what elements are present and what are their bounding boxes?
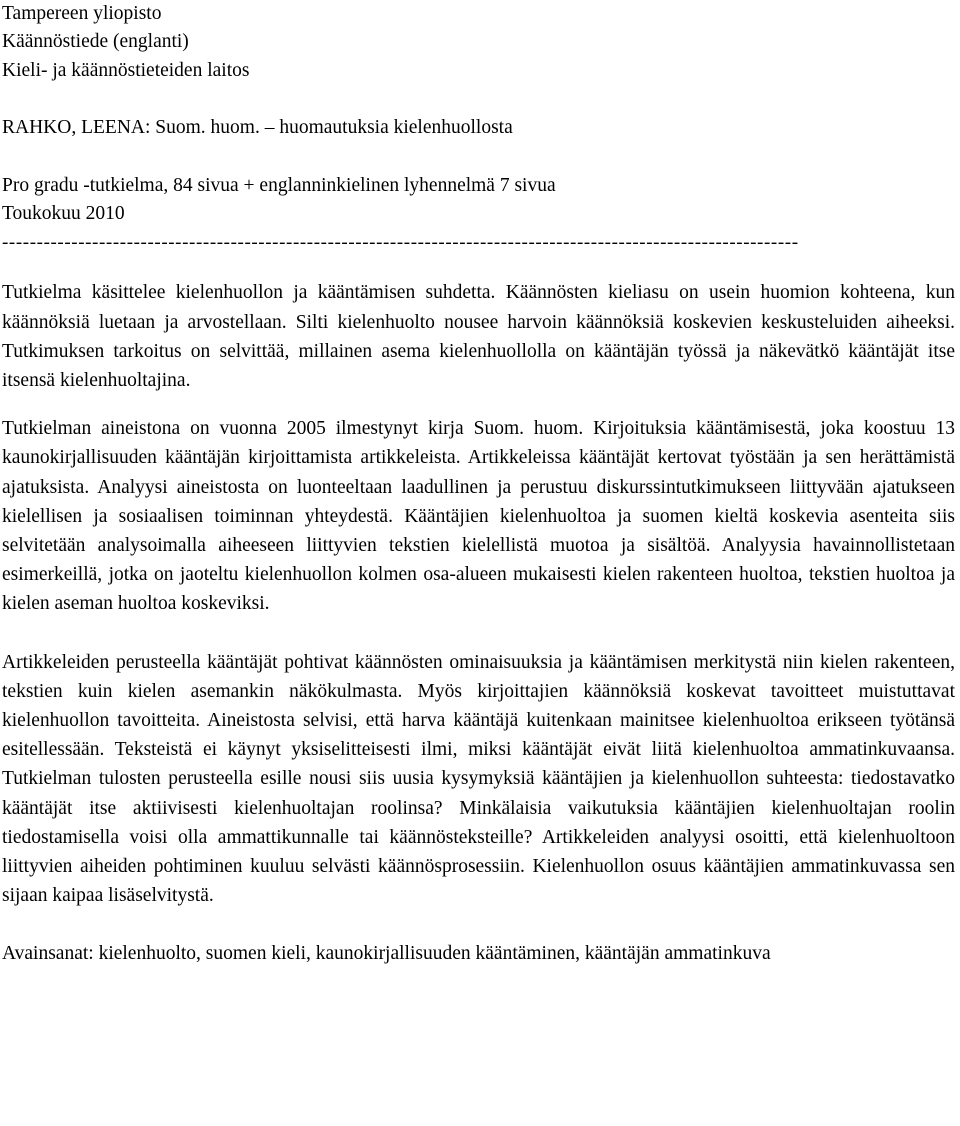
publication-date: Toukokuu 2010: [2, 202, 125, 224]
spacer: [2, 143, 955, 172]
separator-line: -------------------------------------------------------------------------------------------------------------------: [2, 232, 799, 254]
abstract-paragraph-3: Artikkeleiden perusteella kääntäjät pohtivat käännösten ominaisuuksia ja kääntämisen merkitystä niin kielen rakenteen, tekstien kuin kielen asemankin näkökulmasta. Myös kirjoittajien käännöksiä koskevat tavoitteet muistuttavat kielenhuollon tavoitteita. Aineistosta selvisi, että harva kääntäjä kuitenkaan mainitsee kielenhuoltoa erikseen työtänsä esitellessään. Teksteistä ei käynyt yksiselitteisesti ilmi, miksi kääntäjät eivät liitä kielenhuoltoa ammatinkuvaansa. Tutkielman tulosten perusteella esille nousi siis uusia kysymyksiä kääntäjien ja kielenhuollon suhteesta: tiedostavatko kääntäjät itse aktiivisesti kielenhuoltajan roolinsa? Minkälaisia vaikutuksia kääntäjien kielenhuoltajan roolin tiedostamisella voisi olla ammattikunnalle tai käännösteksteille? Artikkeleiden analyysi osoitti, että kielenhuoltoon liittyvien aiheiden pohtiminen kuuluu selvästi käännösprosessiin. Kielenhuollon osuus kääntäjien ammatinkuvassa sen sijaan kaipaa lisäselvitystä.: [2, 651, 955, 907]
university-name: Tampereen yliopisto: [2, 3, 162, 24]
work-info: Pro gradu -tutkielma, 84 sivua + englanninkielinen lyhennelmä 7 sivua: [2, 174, 556, 196]
author-and-title: RAHKO, LEENA: Suom. huom. – huomautuksia kielenhuollosta: [2, 117, 513, 139]
department-name: Käännöstiede (englanti): [2, 31, 189, 53]
spacer: [2, 85, 955, 114]
keywords: Avainsanat: kielenhuolto, suomen kieli, kaunokirjallisuuden kääntäminen, kääntäjän ammatinkuva: [2, 943, 771, 965]
abstract-paragraph-1: Tutkielma käsittelee kielenhuollon ja kääntämisen suhdetta. Käännösten kieliasu on usein huomion kohteena, kun käännöksiä luetaan ja arvostellaan. Silti kielenhuolto nousee harvoin käännöksiä koskevien keskusteluiden aiheeksi. Tutkimuksen tarkoitus on selvittää, millainen asema kielenhuollolla on kääntäjän työssä ja näkevätkö kääntäjät itse itsensä kielenhuoltajina.: [2, 282, 955, 391]
document-page: [2, 0, 955, 969]
abstract-paragraph-2: Tutkielman aineistona on vuonna 2005 ilmestynyt kirja Suom. huom. Kirjoituksia kääntämisestä, joka koostuu 13 kaunokirjallisuuden kääntäjän kirjoittamista artikkeleista. Artikkeleissa kääntäjät kertovat työstään ja sen herättämistä ajatuksista. Analyysi aineistosta on luonteeltaan laadullinen ja perustuu diskurssintutkimukseen liittyvään ajatukseen kielellisen ja sosiaalisen toiminnan yhteydestä. Kääntäjien kielenhuoltoa ja suomen kieltä koskevia asenteita siis selvitetään analysoimalla aiheeseen liittyvien tekstien kielellistä muotoa ja sisältöä. Analyysia havainnollistetaan esimerkeillä, jotka on jaoteltu kielenhuollon kolmen osa-alueen mukaisesti kielen rakenteen huoltoa, tekstien huoltoa ja kielen aseman huoltoa koskeviksi.: [2, 418, 955, 615]
faculty-name: Kieli- ja käännöstieteiden laitos: [2, 59, 250, 81]
